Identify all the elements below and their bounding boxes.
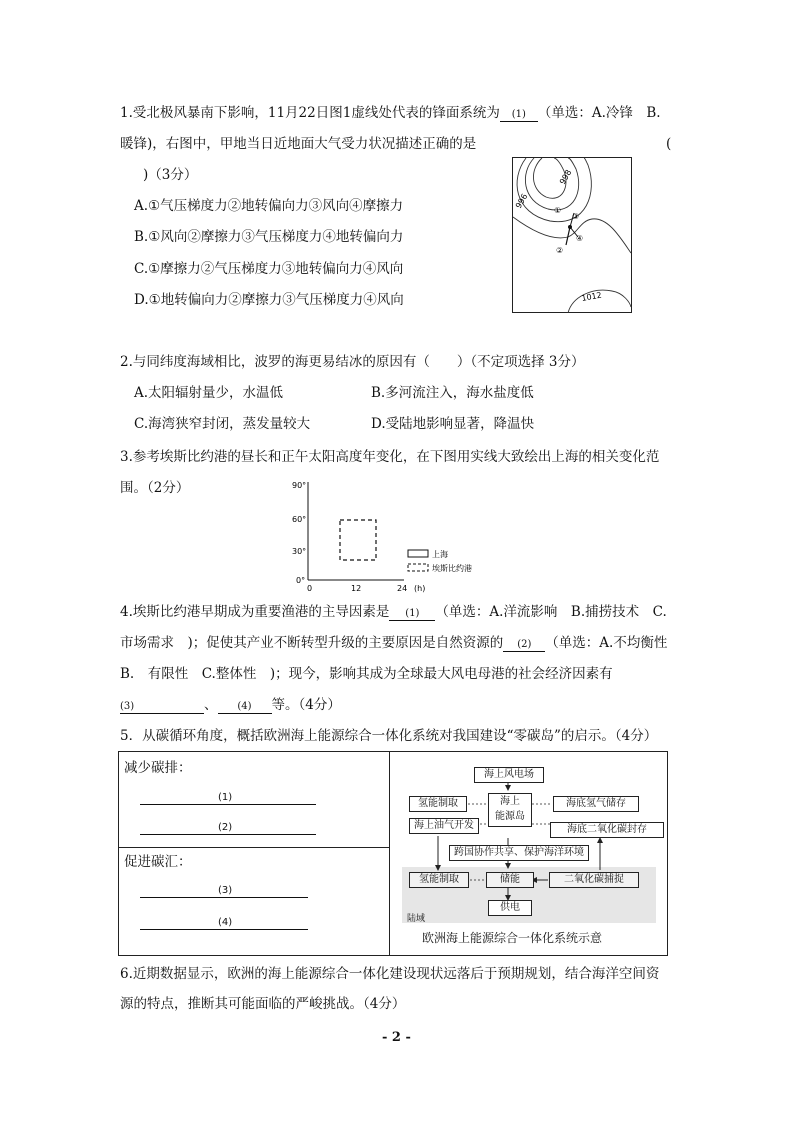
q3-line2: 围。（2分） [120, 480, 190, 496]
q5-blank3-label: (3) [218, 885, 233, 896]
q5-blank2-line [140, 834, 316, 835]
q4-blank1: (1) [389, 608, 435, 621]
q4-blank4: (4) [218, 701, 272, 714]
page-number: - 2 - [382, 1030, 411, 1045]
q3-esbjerg-range [340, 520, 376, 560]
q3-legend-shanghai-swatch [408, 550, 428, 557]
q5-energy-island: 海上 能源岛 [488, 793, 532, 827]
q4-line2: 市场需求 )；促使其产业不断转型升级的主要原因是自然资源的 (2) （单选：A.不均衡性 [120, 635, 668, 651]
q6-line2: 源的特点，推断其可能面临的严峻挑战。（4分） [120, 996, 406, 1012]
map-isobar-996: 996 [513, 192, 530, 210]
q5-wind-farm: 海上风电场 [474, 767, 544, 783]
q1-option-c: C.①摩擦力②气压梯度力③地转偏向力④风向 [134, 261, 404, 277]
q4-line3: B. 有限性 C.整体性 )；现今，影响其成为全球最大风电母港的社会经济因素有 [120, 666, 613, 682]
q1-paren-open: ( [666, 136, 672, 152]
q5-blank3-line [140, 897, 308, 898]
map-label-1: ① [554, 206, 562, 215]
q1-option-a: A.①气压梯度力②地转偏向力③风向④摩擦力 [134, 198, 404, 214]
q3-chart [288, 478, 488, 596]
q4-line1: 4.埃斯比约港早期成为重要渔港的主导因素是 (1) （单选：A.洋流影响 B.捕捞技术 C. [120, 604, 667, 620]
q3-x-tick-0: 0 [307, 584, 313, 593]
q3-y-tick-0: 0° [296, 576, 306, 585]
q6-line1: 6.近期数据显示，欧洲的海上能源综合一体化建设现状远落后于预期规划，结合海洋空间资 [120, 966, 660, 982]
q5-blank4-line [140, 929, 308, 930]
q5-diagram-arrows [398, 760, 662, 920]
q5-blank1-label: (1) [218, 792, 233, 803]
q1-line1: 1.受北极风暴南下影响，11月22日图1虚线处代表的锋面系统为 (1) （单选：A.冷锋 B. [120, 105, 661, 121]
q3-legend-esbjerg: 埃斯比约港 [432, 564, 472, 573]
q3-x-tick-12: 12 [351, 584, 362, 593]
q5-offshore-oil-gas: 海上油气开发 [409, 818, 479, 834]
q5-power-supply: 供电 [488, 900, 532, 916]
map-label-3: ③ [572, 212, 580, 221]
q3-x-unit: (h) [414, 584, 426, 593]
q5-h2-land: 氢能制取 [409, 872, 469, 888]
q4-line4: (3) 、 (4) 等。（4分） [120, 697, 341, 713]
q5-blank4-label: (4) [218, 917, 233, 928]
map-isobar-1012: 1012 [580, 290, 603, 303]
q5-land-label: 陆域 [407, 914, 426, 924]
map-label-4: ④ [576, 234, 584, 243]
q2-option-b: B.多河流注入，海水盐度低 [371, 385, 534, 401]
q2-stem: 2.与同纬度海域相比，波罗的海更易结冰的原因有（ ）（不定项选择 3分） [120, 354, 585, 370]
q5-diagram-caption: 欧洲海上能源综合一体化系统示意 [422, 931, 603, 945]
map-isobar-998: 998 [557, 168, 574, 186]
q1-line3: )（3分） [143, 167, 198, 183]
q2-option-d: D.受陆地影响显著，降温快 [371, 416, 535, 432]
q1-line2: 暖锋)，右图中，甲地当日近地面大气受力状况描述正确的是 [120, 136, 477, 152]
q4-blank3: (3) [120, 701, 204, 714]
q4-blank2: (2) [503, 639, 545, 652]
q3-x-tick-24: 24 [397, 584, 408, 593]
q5-sink-title: 促进碳汇： [124, 854, 192, 870]
q5-cooperation: 跨国协作共享、保护海洋环境 [449, 845, 589, 861]
q3-y-tick-30: 30° [292, 547, 307, 556]
q5-h2-production: 氢能制取 [409, 796, 467, 812]
q1-blank1: (1) [500, 109, 538, 122]
q3-line1: 3.参考埃斯比约港的昼长和正午太阳高度年变化，在下图用实线大致绘出上海的相关变化范 [120, 449, 660, 465]
q3-legend-esbjerg-swatch [408, 564, 428, 571]
q2-option-a: A.太阳辐射量少，水温低 [134, 385, 284, 401]
q5-storage: 储能 [486, 872, 534, 888]
q5-stem: 5．从碳循环角度，概括欧洲海上能源综合一体化系统对我国建设“零碳岛”的启示。（4分） [120, 728, 658, 744]
map-label-2: ② [556, 246, 564, 255]
q5-co2-capture: 二氧化碳捕捉 [549, 872, 639, 888]
q5-blank2-label: (2) [218, 822, 233, 833]
q3-legend-shanghai: 上海 [432, 550, 448, 559]
q5-blank1-line [140, 804, 316, 805]
isobar-map [512, 157, 632, 313]
q5-co2-storage: 海底二氧化碳封存 [550, 822, 664, 838]
q1-option-d: D.①地转偏向力②摩擦力③气压梯度力④风向 [134, 292, 404, 308]
q1-option-b: B.①风向②摩擦力③气压梯度力④地转偏向力 [134, 229, 404, 245]
q5-h2-storage: 海底氢气储存 [553, 796, 639, 812]
q3-y-tick-90: 90° [292, 481, 307, 490]
q2-option-c: C.海湾狭窄封闭，蒸发量较大 [134, 416, 311, 432]
q5-reduce-title: 减少碳排： [124, 760, 192, 776]
q3-y-tick-60: 60° [292, 515, 307, 524]
